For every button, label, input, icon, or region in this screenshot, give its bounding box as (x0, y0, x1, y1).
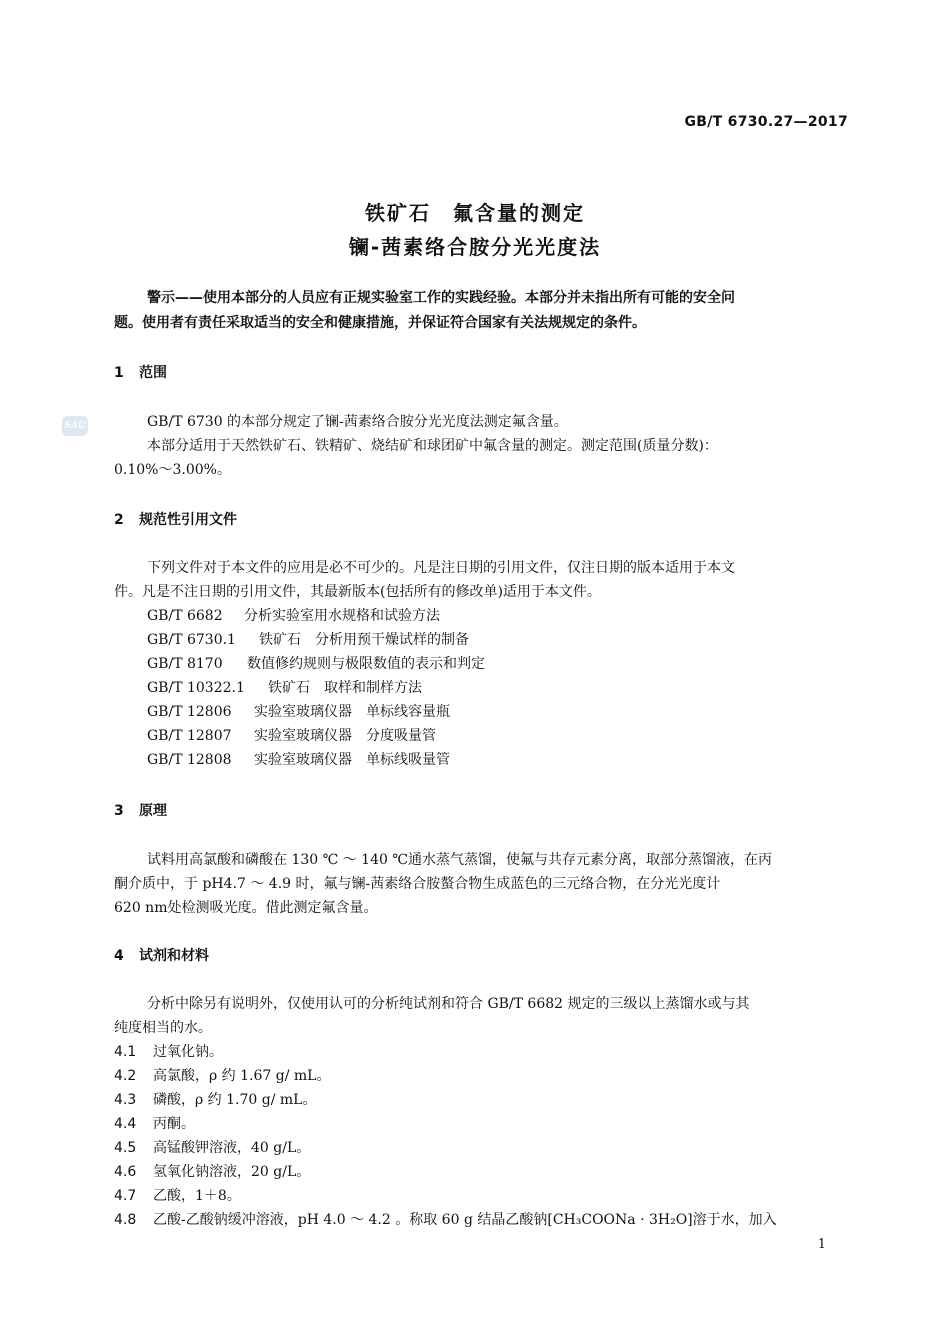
normative-p-line1: 下列文件对于本文件的应用是必不可少的。凡是注日期的引用文件，仅注日期的版本适用于本文 (147, 560, 735, 576)
section-number: 3 (114, 803, 124, 819)
reagent-item (114, 1160, 850, 1184)
reference-code: GB/T 12806 (147, 704, 232, 720)
reagent-item-text: 高氯酸，ρ 约 1.67 g/ mL。 (153, 1068, 331, 1084)
reagent-item-number: 4.6 (114, 1164, 137, 1180)
reagent-item-text: 过氧化钠。 (153, 1044, 223, 1060)
section-heading-principle (114, 800, 167, 820)
document-title-line1: 铁矿石 氟含量的测定 (365, 201, 585, 225)
section-number: 1 (114, 365, 124, 381)
section-title: 试剂和材料 (139, 948, 209, 964)
section-number: 4 (114, 948, 124, 964)
reference-item (147, 676, 847, 700)
reagent-item (114, 1184, 850, 1208)
section-title: 原理 (139, 803, 167, 819)
reagent-item-number: 4.5 (114, 1140, 137, 1156)
reagent-item-number: 4.4 (114, 1116, 137, 1132)
scope-p2-line2: 0.10%～3.00%。 (114, 462, 231, 478)
reference-title: 铁矿石 取样和制样方法 (268, 680, 422, 696)
reference-list (147, 604, 847, 772)
reference-item (147, 628, 847, 652)
normative-p-line2: 件。凡是不注日期的引用文件，其最新版本(包括所有的修改单)适用于本文件。 (114, 584, 601, 600)
reagent-item (114, 1088, 850, 1112)
reagents-p-line1: 分析中除另有说明外，仅使用认可的分析纯试剂和符合 GB/T 6682 规定的三级以上蒸馏水或与其 (147, 996, 750, 1012)
reagent-item-text: 乙酸-乙酸钠缓冲溶液，pH 4.0 ～ 4.2 。称取 60 g 结晶乙酸钠[CH₃COONa · 3H₂O]溶于水，加入 (153, 1212, 777, 1228)
principle-line3: 620 nm处检测吸光度。借此测定氟含量。 (114, 900, 378, 916)
reagent-item-number: 4.2 (114, 1068, 137, 1084)
reference-item (147, 604, 847, 628)
reagent-item (114, 1208, 850, 1232)
reagent-list (114, 1040, 850, 1232)
reagent-item-text: 高锰酸钾溶液，40 g/L。 (153, 1140, 311, 1156)
reference-code: GB/T 6682 (147, 608, 223, 624)
section-heading-scope (114, 362, 167, 382)
scope-p2-line1: 本部分适用于天然铁矿石、铁精矿、烧结矿和球团矿中氟含量的测定。测定范围(质量分数)： (147, 438, 718, 454)
principle-line2: 酮介质中，于 pH4.7 ～ 4.9 时，氟与镧-茜素络合胺螯合物生成蓝色的三元络合物，在分光光度计 (114, 876, 721, 892)
reference-item (147, 724, 847, 748)
standard-number: GB/T 6730.27—2017 (684, 114, 848, 130)
reagents-p-line2: 纯度相当的水。 (114, 1020, 212, 1036)
principle-line1: 试料用高氯酸和磷酸在 130 ℃ ～ 140 ℃通水蒸气蒸馏，使氟与共存元素分离，取部分蒸馏液，在丙 (147, 852, 773, 868)
section-title: 范围 (139, 365, 167, 381)
reference-item (147, 700, 847, 724)
reagent-item-number: 4.3 (114, 1092, 137, 1108)
reagent-item (114, 1112, 850, 1136)
reference-code: GB/T 8170 (147, 656, 223, 672)
section-title: 规范性引用文件 (139, 512, 237, 528)
reference-code: GB/T 12808 (147, 752, 232, 768)
reference-code: GB/T 10322.1 (147, 680, 245, 696)
reagent-item-number: 4.1 (114, 1044, 137, 1060)
reference-title: 实验室玻璃仪器 分度吸量管 (254, 728, 436, 744)
reference-code: GB/T 12807 (147, 728, 232, 744)
document-title-line2: 镧-茜素络合胺分光光度法 (348, 235, 602, 259)
reagent-item-text: 乙酸，1＋8。 (153, 1188, 241, 1204)
reagent-item-number: 4.8 (114, 1212, 137, 1228)
scope-paragraphs (114, 410, 850, 482)
reference-title: 分析实验室用水规格和试验方法 (244, 608, 440, 624)
scope-p1: GB/T 6730 的本部分规定了镧-茜素络合胺分光光度法测定氟含量。 (147, 414, 568, 430)
reagent-item (114, 1136, 850, 1160)
section-heading-reagents (114, 945, 209, 965)
warning-line1: 警示——使用本部分的人员应有正规实验室工作的实践经验。本部分并未指出所有可能的安全问 (147, 290, 735, 306)
warning-line2: 题。使用者有责任采取适当的安全和健康措施，并保证符合国家有关法规规定的条件。 (114, 315, 646, 331)
reagents-paragraph (114, 992, 850, 1040)
reference-code: GB/T 6730.1 (147, 632, 236, 648)
reagent-item (114, 1040, 850, 1064)
reference-title: 铁矿石 分析用预干燥试样的制备 (259, 632, 469, 648)
section-heading-normative (114, 509, 237, 529)
sac-watermark-logo: SAC (62, 416, 88, 436)
reference-title: 数值修约规则与极限数值的表示和判定 (247, 656, 485, 672)
warning-block (114, 286, 850, 336)
reagent-item-number: 4.7 (114, 1188, 137, 1204)
normative-paragraph (114, 556, 850, 604)
reagent-item-text: 氢氧化钠溶液，20 g/L。 (153, 1164, 311, 1180)
reference-title: 实验室玻璃仪器 单标线吸量管 (254, 752, 450, 768)
reagent-item-text: 丙酮。 (153, 1116, 195, 1132)
section-number: 2 (114, 512, 124, 528)
page-number: 1 (817, 1237, 826, 1252)
reagent-item (114, 1064, 850, 1088)
reference-item (147, 652, 847, 676)
reagent-item-text: 磷酸，ρ 约 1.70 g/ mL。 (153, 1092, 317, 1108)
reference-title: 实验室玻璃仪器 单标线容量瓶 (254, 704, 450, 720)
reference-item (147, 748, 847, 772)
principle-paragraph (114, 848, 850, 920)
